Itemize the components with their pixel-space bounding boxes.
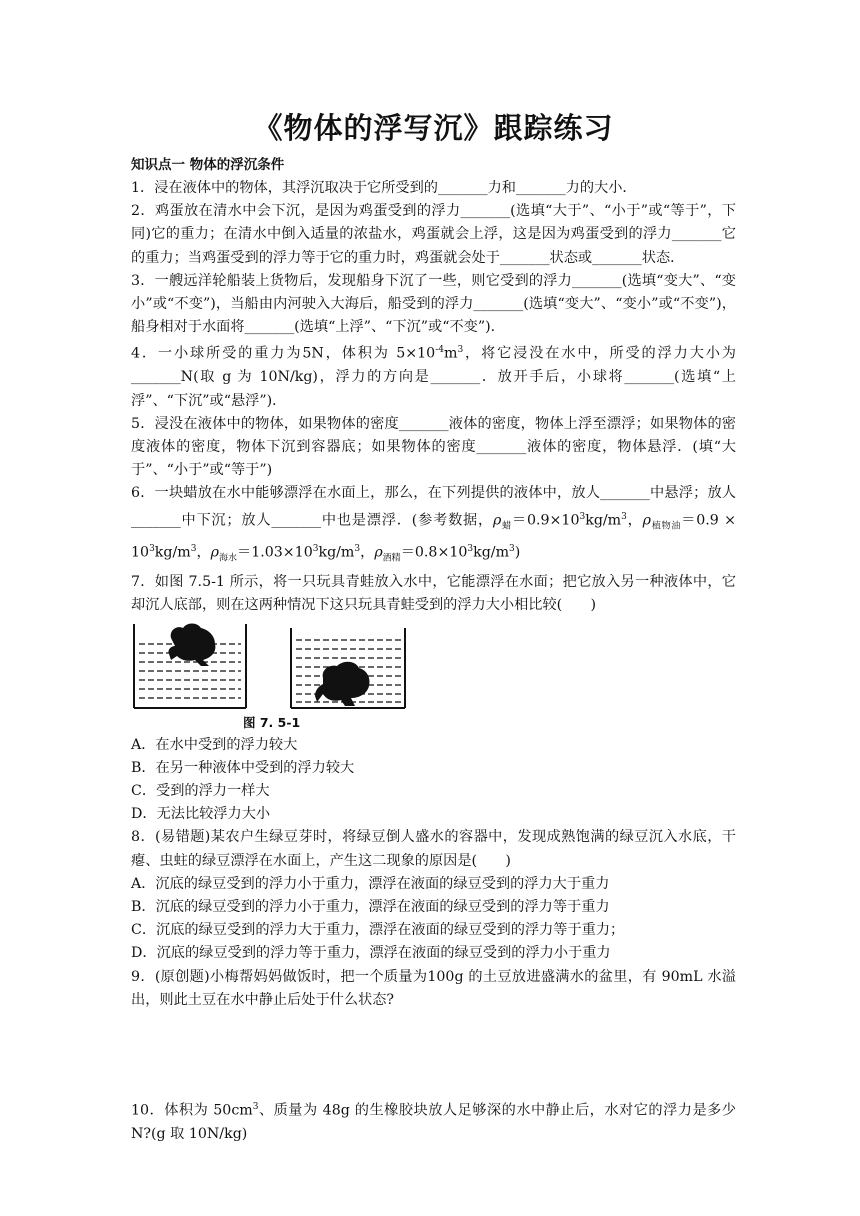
q8-options bbox=[131, 873, 736, 966]
figure-caption: 图 7. 5-1 bbox=[243, 714, 301, 730]
section-heading: 知识点一 物体的浮沉条件 bbox=[131, 157, 285, 173]
unit-exp-alc: 3 bbox=[509, 544, 515, 555]
q7-option-b: B．在另一种液体中受到的浮力较大 bbox=[131, 759, 355, 776]
frog-sunk-icon bbox=[315, 661, 370, 705]
sub-alc: 酒精 bbox=[382, 553, 401, 564]
sep-3: ， bbox=[360, 545, 375, 562]
question-6 bbox=[131, 482, 736, 571]
exp-alc: 3 bbox=[467, 544, 474, 555]
unit-sea: kg/m bbox=[318, 545, 355, 562]
q7-option-d: D．无法比较浮力大小 bbox=[131, 806, 271, 823]
q4-text-a: 4．一小球所受的重力为5N，体积为 5×10 bbox=[131, 346, 436, 363]
q7-option-a: A．在水中受到的浮力较大 bbox=[131, 736, 298, 753]
sep-2: ， bbox=[196, 545, 211, 562]
sub-sea: 海水 bbox=[219, 553, 238, 564]
question-3: 3．一艘远洋轮船装上货物后，发现船身下沉了一些，则它受到的浮力_______(选填“变大”、“变小”或“不变”)，当船由内河驶入大海后，船受到的浮力_______(选填“变大”、“变小”或“不变”)，船身相对于水面将_______(选填“上浮”、“下沉”或“不变”)． bbox=[131, 272, 736, 336]
unit-exp-wax: 3 bbox=[621, 511, 627, 522]
question-9: 9．(原创题)小梅帮妈妈做饭时，把一个质量为100g 的土豆放进盛满水的盆里，有 90mL 水溢出，则此土豆在水中静止后处于什么状态? bbox=[131, 968, 736, 1008]
rho-symbol: ρ bbox=[642, 512, 652, 529]
q7-options bbox=[131, 734, 736, 827]
worksheet-page bbox=[131, 100, 736, 1146]
val-wax: ＝0.9×10 bbox=[511, 512, 580, 529]
frog-floating-icon bbox=[168, 623, 215, 666]
q7-option-c: C．受到的浮力一样大 bbox=[131, 782, 270, 799]
question-7: 7．如图 7.5-1 所示，将一只玩具青蛙放入水中，它能漂浮在水面；把它放入另一种液体中，它却沉人底部，则在这两种情况下这只玩具青蛙受到的浮力大小相比较( ) bbox=[131, 574, 736, 614]
rho-symbol: ρ bbox=[493, 512, 502, 529]
val-alc: ＝0.8×10 bbox=[400, 545, 468, 562]
q10-text-a: 10．体积为 50cm bbox=[131, 1102, 253, 1119]
q10-text-b: 、质量为 48g 的生橡胶块放人足够深的水中静止后，水对它的浮力是多少N?(g 取 10N/kg) bbox=[131, 1102, 736, 1142]
beakers-illustration bbox=[131, 622, 431, 712]
answer-space bbox=[131, 1012, 736, 1096]
question-5: 5．浸没在液体中的物体，如果物体的密度_______液体的密度，物体上浮至漂浮；如果物体的密度液体的密度，物体下沉到容器底；如果物体的密度_______液体的密度，物体悬浮．(填“大于”、“小于”或“等于”) bbox=[131, 415, 736, 479]
q4-text-c: ，将它浸没在水中，所受的浮力大小为_______N(取 g 为 10N/kg)，浮力的方向是_______．放开手后，小球将_______(选填“上浮”、“下沉”或“悬浮”)． bbox=[131, 346, 736, 409]
q8-option-b: B．沉底的绿豆受到的浮力小于重力，漂浮在液面的绿豆受到的浮力等于重力 bbox=[131, 898, 610, 915]
q6-end: ) bbox=[514, 545, 521, 562]
question-2: 2．鸡蛋放在清水中会下沉，是因为鸡蛋受到的浮力_______(选填“大于”、“小于”或“等于”，下同)它的重力；在清水中倒入适量的浓盐水，鸡蛋就会上浮，这是因为鸡蛋受到的浮力_______它的重力；当鸡蛋受到的浮力等于它的重力时，鸡蛋就会处于_______状态或_______状态． bbox=[131, 203, 736, 266]
sub-wax: 蜡 bbox=[501, 521, 512, 532]
q8-option-c: C．沉底的绿豆受到的浮力大于重力，漂浮在液面的绿豆受到的浮力等于重力； bbox=[131, 922, 625, 939]
sub-oil: 植物油 bbox=[651, 521, 682, 532]
exp-oil: 3 bbox=[149, 544, 155, 555]
unit-alc: kg/m bbox=[473, 545, 510, 562]
question-8: 8．(易错题)某农户生绿豆芽时，将绿豆倒人盛水的容器中，发现成熟饱满的绿豆沉入水底，干瘪、虫蛀的绿豆漂浮在水面上，产生这二现象的原因是( ) bbox=[131, 829, 736, 869]
q8-option-a: A．沉底的绿豆受到的浮力小于重力，漂浮在液面的绿豆受到的浮力大于重力 bbox=[131, 875, 610, 892]
q8-option-d: D．沉底的绿豆受到的浮力等于重力，漂浮在液面的绿豆受到的浮力小于重力 bbox=[131, 945, 611, 962]
q10-exponent: 3 bbox=[252, 1101, 259, 1112]
unit-exp-sea: 3 bbox=[354, 544, 361, 555]
q6-text: 6．一块蜡放在水中能够漂浮在水面上，那么，在下列提供的液体中，放人_______中悬浮；放人_______中下沉；放人_______中也是漂浮．(参考数据， bbox=[131, 485, 736, 529]
page-title: 《物体的浮写沉》跟踪练习 bbox=[253, 111, 614, 145]
unit-wax: kg/m bbox=[585, 512, 622, 529]
rho-symbol: ρ bbox=[210, 545, 219, 562]
rho-symbol: ρ bbox=[374, 545, 383, 562]
question-10 bbox=[131, 1096, 736, 1146]
unit-oil: kg/m bbox=[154, 545, 191, 562]
unit-exp-oil: 3 bbox=[190, 544, 197, 555]
val-oil-2: 10 bbox=[131, 545, 150, 562]
q4-text-b: m bbox=[443, 346, 458, 363]
question-1: 1．浸在液体中的物体，其浮沉取决于它所受到的_______力和_______力的大小． bbox=[131, 180, 637, 196]
q4-exponent-2: 3 bbox=[457, 345, 464, 356]
question-4 bbox=[131, 339, 736, 412]
exp-sea: 3 bbox=[312, 544, 319, 555]
val-oil: ＝0.9 × bbox=[681, 512, 736, 529]
q4-exponent-1: -4 bbox=[435, 345, 444, 356]
val-sea: ＝1.03×10 bbox=[237, 545, 313, 562]
sep-1: ， bbox=[626, 512, 643, 529]
figure-beakers bbox=[131, 622, 736, 712]
exp-wax: 3 bbox=[579, 511, 586, 522]
